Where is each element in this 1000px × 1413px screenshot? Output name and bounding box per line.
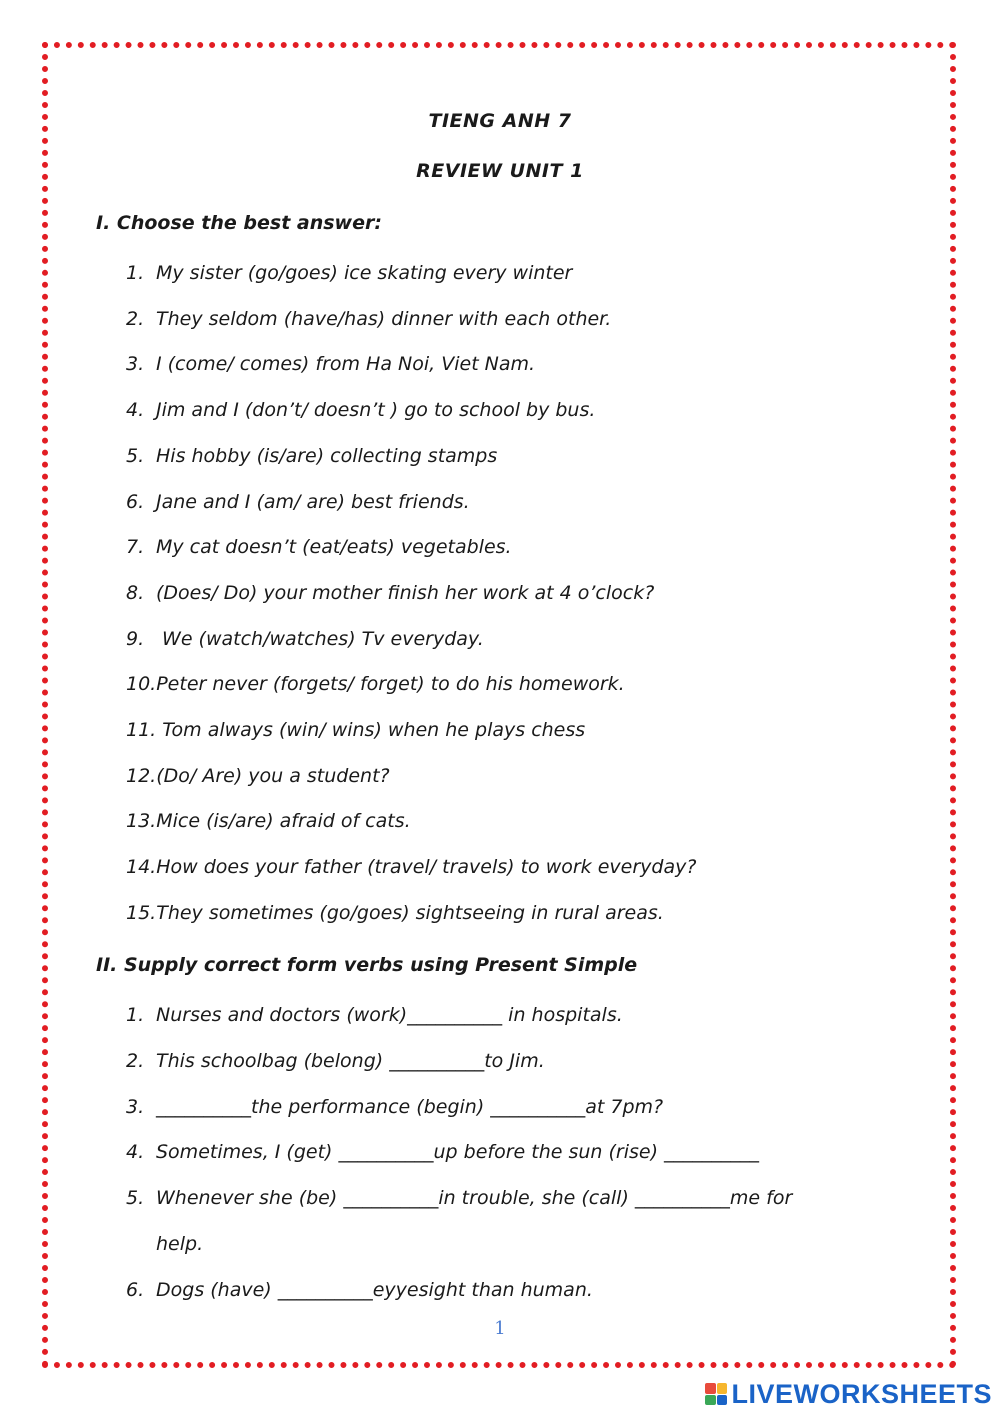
question-number: 5. (126, 444, 145, 467)
question-text: This schoolbag (belong) __________to Jim. (156, 1049, 545, 1072)
question-text: My sister (go/goes) ice skating every winter (156, 262, 573, 284)
question-number: 3. (126, 353, 145, 376)
question-text: How does your father (travel/ travels) to work everyday? (156, 856, 697, 879)
question-item (126, 719, 585, 741)
question-number: 6. (126, 1278, 145, 1301)
question-number: 8. (126, 581, 145, 604)
liveworksheets-logo-icon (705, 1383, 727, 1405)
question-item (126, 856, 696, 878)
question-text: help. (156, 1233, 204, 1255)
question-number: 3. (126, 1095, 145, 1118)
question-text: __________the performance (begin) __________at 7pm? (156, 1095, 664, 1118)
question-number: 5. (126, 1187, 145, 1210)
question-number: 9. (126, 627, 145, 650)
question-item (126, 353, 535, 375)
question-text: Sometimes, I (get) __________up before the sun (rise) __________ (156, 1141, 760, 1164)
question-text: My cat doesn’t (eat/eats) vegetables. (156, 536, 512, 559)
question-text: I (come/ comes) from Ha Noi, Viet Nam. (156, 353, 536, 376)
question-number: 2. (126, 1049, 145, 1072)
question-text: Jane and I (am/ are) best friends. (156, 490, 470, 513)
section-2-heading: II. Supply correct form verbs using Present Simple (96, 954, 638, 976)
question-number: 15. (126, 901, 157, 924)
question-text: We (watch/watches) Tv everyday. (156, 627, 484, 650)
question-text: Mice (is/are) afraid of cats. (156, 810, 411, 833)
question-item (126, 399, 595, 421)
question-item (126, 1004, 623, 1026)
question-item (126, 1141, 759, 1163)
question-text: They seldom (have/has) dinner with each other. (156, 307, 612, 330)
question-number: 1. (126, 1004, 145, 1026)
question-item (126, 445, 497, 467)
question-item (126, 673, 625, 695)
question-number: 13. (126, 810, 157, 833)
question-number: 12. (126, 764, 157, 787)
question-item (126, 902, 664, 924)
question-number: 11. (126, 719, 157, 741)
question-text: Dogs (have) __________eyyesight than human. (156, 1278, 593, 1301)
question-item (126, 1050, 545, 1072)
question-item (126, 810, 411, 832)
worksheet-title: TIENG ANH 7 (428, 110, 572, 132)
question-text: They sometimes (go/goes) sightseeing in rural areas. (156, 901, 664, 924)
question-number: 4. (126, 1141, 145, 1164)
watermark-text: LIVEWORKSHEETS (731, 1378, 992, 1409)
question-number: 2. (126, 307, 145, 330)
question-item (126, 1233, 203, 1255)
question-item (126, 628, 484, 650)
worksheet-subtitle: REVIEW UNIT 1 (416, 160, 584, 182)
liveworksheets-watermark (705, 1380, 992, 1408)
question-item (126, 308, 611, 330)
question-number: 14. (126, 856, 157, 879)
question-text: Peter never (forgets/ forget) to do his homework. (156, 673, 625, 696)
question-item (126, 1187, 792, 1209)
question-number: 6. (126, 490, 145, 513)
question-number: 10. (126, 673, 157, 696)
question-text: (Do/ Are) you a student? (156, 764, 390, 787)
dotted-border (42, 42, 956, 1368)
question-item (126, 491, 470, 513)
question-item (126, 536, 512, 558)
page-number: 1 (494, 1318, 506, 1339)
section-1-heading: I. Choose the best answer: (96, 212, 382, 234)
question-text: Tom always (win/ wins) when he plays chess (156, 719, 586, 741)
question-item (126, 1279, 593, 1301)
question-item (126, 582, 654, 604)
question-text: Whenever she (be) __________in trouble, she (call) __________me for (156, 1187, 793, 1210)
question-item (126, 765, 390, 787)
question-number: 4. (126, 399, 145, 422)
question-text: (Does/ Do) your mother finish her work at 4 o’clock? (156, 581, 655, 604)
question-text: Nurses and doctors (work)__________ in hospitals. (156, 1004, 623, 1026)
question-number: 7. (126, 536, 145, 559)
question-text: His hobby (is/are) collecting stamps (156, 444, 498, 467)
question-item (126, 1096, 663, 1118)
question-item (126, 262, 572, 284)
question-number: 1. (126, 262, 145, 284)
question-text: Jim and I (don’t/ doesn’t ) go to school by bus. (156, 399, 596, 422)
